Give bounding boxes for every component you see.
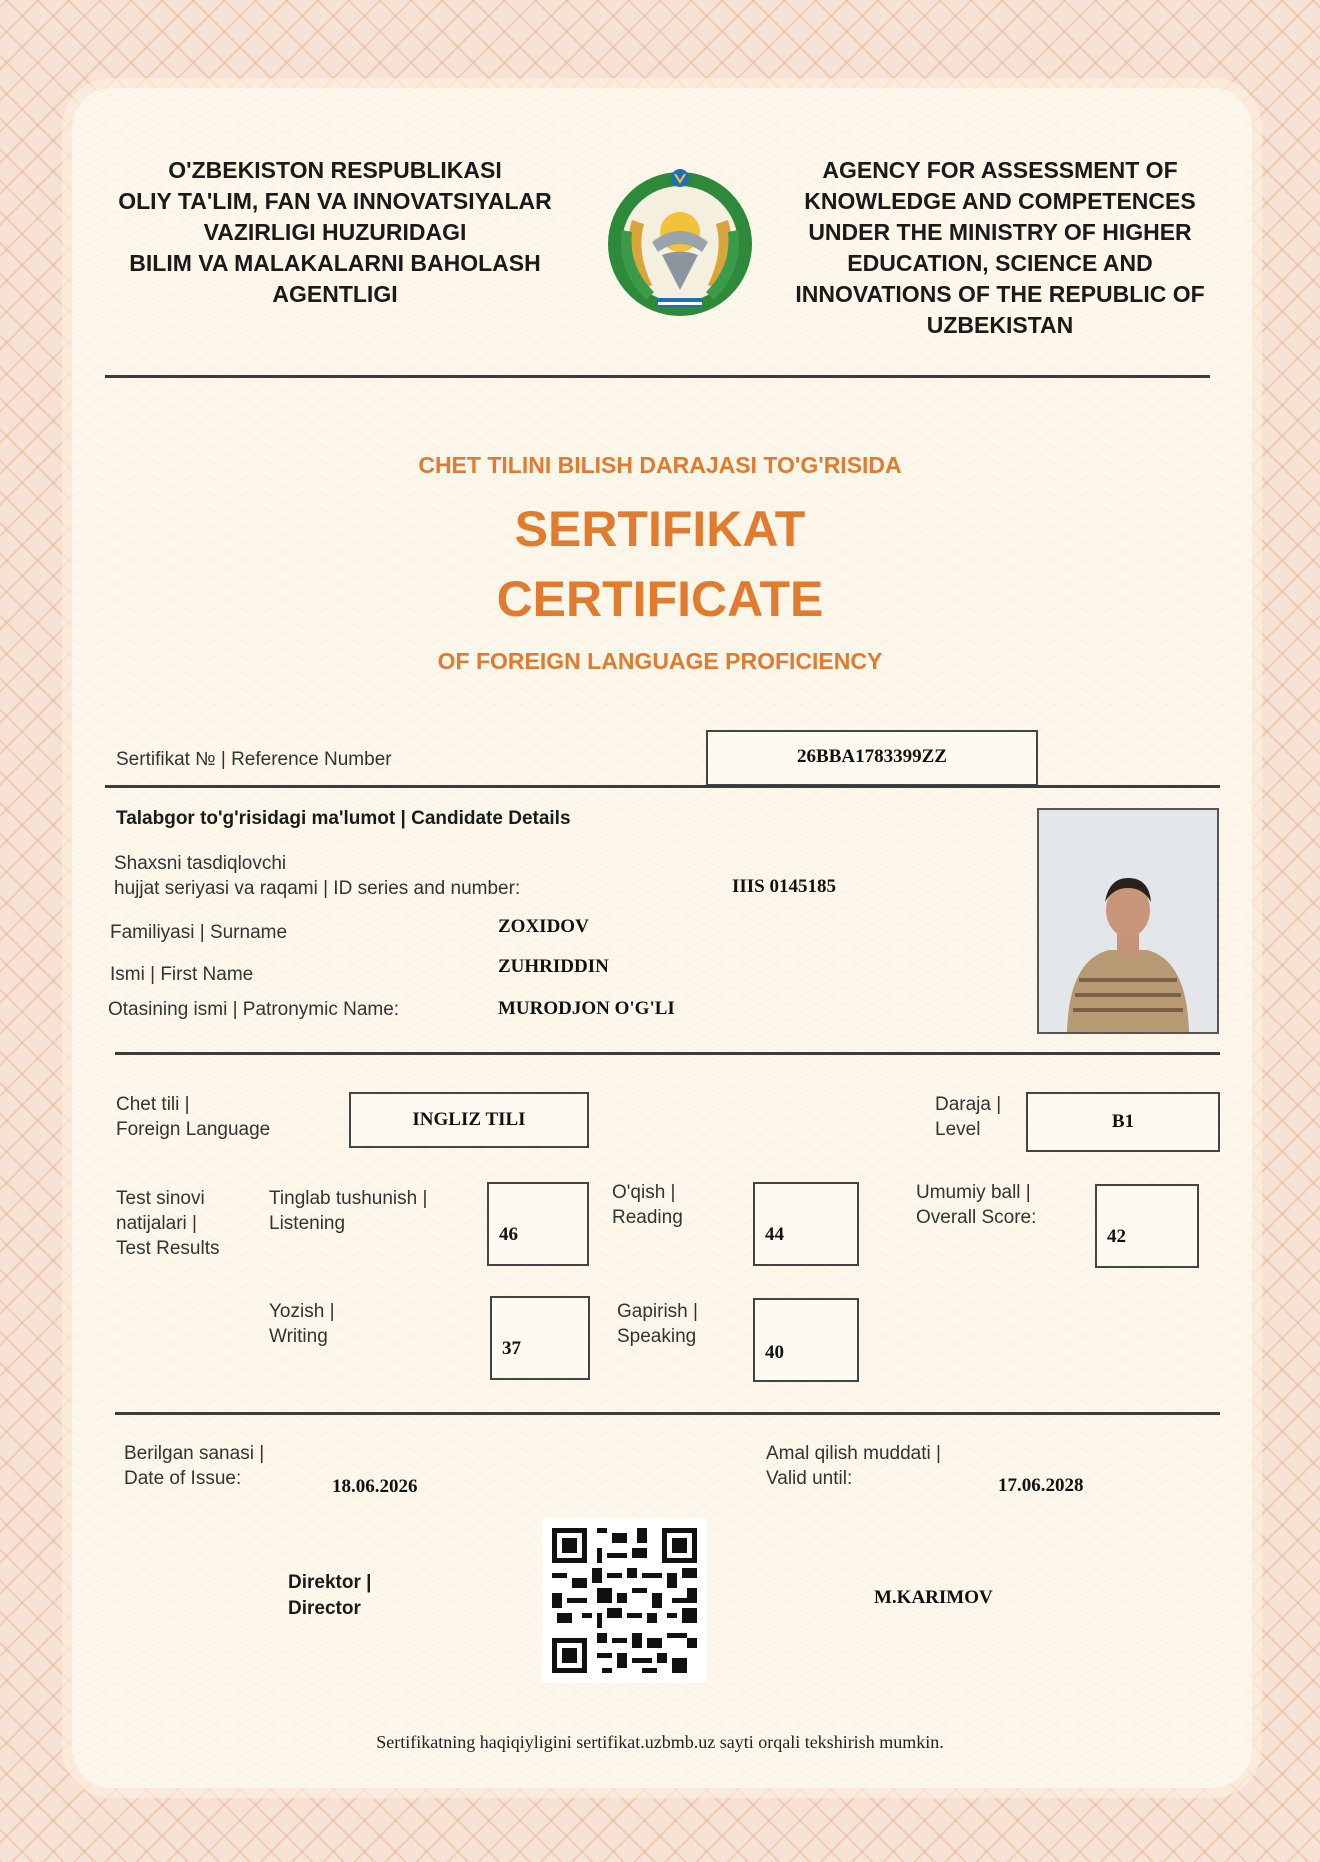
surname-value: ZOXIDOV — [498, 916, 589, 937]
results-label-line-1: Test sinovi — [116, 1188, 205, 1209]
listening-score: 46 — [499, 1224, 518, 1245]
surname-label: Familiyasi | Surname — [110, 922, 288, 943]
title-main-uz: SERTIFIKAT — [514, 501, 806, 557]
speaking-label-line-1: Gapirish | — [617, 1301, 698, 1322]
overall-score-box — [1095, 1184, 1199, 1268]
candidate-divider — [115, 1052, 1220, 1055]
uzbekistan-state-emblem-icon — [602, 160, 758, 324]
header-divider — [105, 375, 1210, 378]
header-left-line: VAZIRLIGI HUZURIDAGI — [203, 219, 467, 245]
reference-label: Sertifikat № | Reference Number — [116, 749, 392, 770]
language-label-line-2: Foreign Language — [116, 1119, 271, 1140]
candidate-heading: Talabgor to'g'risidagi ma'lumot | Candidate Details — [116, 808, 571, 829]
issue-label-line-2: Date of Issue: — [124, 1468, 242, 1489]
qr-code-icon — [542, 1518, 707, 1683]
title-pre: CHET TILINI BILISH DARAJASI TO'G'RISIDA — [418, 452, 902, 478]
director-label-line-2: Director — [288, 1598, 361, 1619]
reading-score: 44 — [765, 1224, 784, 1245]
director-label-line-1: Direktor | — [288, 1572, 372, 1593]
reading-label-line-2: Reading — [612, 1207, 683, 1228]
listening-label-line-2: Listening — [269, 1213, 346, 1234]
level-label-line-1: Daraja | — [935, 1094, 1002, 1115]
header-right-line: INNOVATIONS OF THE REPUBLIC OF — [795, 281, 1205, 307]
valid-label-line-1: Amal qilish muddati | — [766, 1443, 941, 1464]
header-left-line: BILIM VA MALAKALARNI BAHOLASH — [129, 250, 541, 276]
header-left-block — [85, 155, 585, 310]
id-label-line-1: Shaxsni tasdiqlovchi — [114, 853, 287, 874]
overall-label-line-1: Umumiy ball | — [916, 1182, 1031, 1203]
writing-label-line-2: Writing — [269, 1326, 328, 1347]
writing-label-line-1: Yozish | — [269, 1301, 335, 1322]
speaking-score-box — [753, 1298, 859, 1382]
results-label-line-3: Test Results — [116, 1238, 220, 1259]
reading-score-box — [753, 1182, 859, 1266]
title-sub: OF FOREIGN LANGUAGE PROFICIENCY — [437, 648, 883, 674]
writing-score-box — [490, 1296, 590, 1380]
level-label-line-2: Level — [935, 1119, 981, 1140]
reference-box — [706, 730, 1038, 786]
language-label-line-1: Chet tili | — [116, 1094, 190, 1115]
level-box — [1026, 1092, 1220, 1152]
header-left-line: AGENTLIGI — [272, 281, 398, 307]
header-right-line: AGENCY FOR ASSESSMENT OF — [822, 157, 1178, 183]
footer-note: Sertifikatning haqiqiyligini sertifikat.uzbmb.uz sayti orqali tekshirish mumkin. — [376, 1732, 944, 1752]
director-name: M.KARIMOV — [874, 1587, 993, 1608]
overall-score: 42 — [1107, 1226, 1126, 1247]
valid-date: 17.06.2028 — [998, 1475, 1084, 1496]
header-right-line: EDUCATION, SCIENCE AND — [847, 250, 1153, 276]
header-right-line: UZBEKISTAN — [926, 312, 1074, 338]
id-label-line-2: hujjat seriyasi va raqami | ID series and number: — [114, 878, 521, 899]
speaking-label-line-2: Speaking — [617, 1326, 697, 1347]
writing-score: 37 — [502, 1338, 521, 1359]
listening-score-box — [487, 1182, 589, 1266]
issue-date: 18.06.2026 — [332, 1476, 418, 1497]
results-label-line-2: natijalari | — [116, 1213, 197, 1234]
language-value: INGLIZ TILI — [412, 1109, 526, 1130]
header-left-line: O'ZBEKISTON RESPUBLIKASI — [168, 157, 502, 183]
speaking-score: 40 — [765, 1342, 784, 1363]
title-main-en: CERTIFICATE — [496, 571, 824, 627]
language-box — [349, 1092, 589, 1148]
reading-label-line-1: O'qish | — [612, 1182, 676, 1203]
level-value: B1 — [1111, 1111, 1135, 1132]
firstname-label: Ismi | First Name — [110, 964, 254, 985]
patronymic-value: MURODJON O'G'LI — [498, 998, 675, 1019]
issue-label-line-1: Berilgan sanasi | — [124, 1443, 265, 1464]
header-right-line: UNDER THE MINISTRY OF HIGHER — [808, 219, 1192, 245]
overall-label-line-2: Overall Score: — [916, 1207, 1037, 1228]
patronymic-label: Otasining ismi | Patronymic Name: — [108, 999, 400, 1020]
valid-label-line-2: Valid until: — [766, 1468, 853, 1489]
header-left-line: OLIY TA'LIM, FAN VA INNOVATSIYALAR — [118, 188, 552, 214]
header-right-block — [770, 155, 1230, 341]
reference-divider — [105, 785, 1220, 788]
listening-label-line-1: Tinglab tushunish | — [269, 1188, 428, 1209]
id-value: IIIS 0145185 — [732, 876, 836, 897]
results-divider — [115, 1412, 1220, 1415]
header-right-line: KNOWLEDGE AND COMPETENCES — [804, 188, 1196, 214]
firstname-value: ZUHRIDDIN — [498, 956, 609, 977]
candidate-photo — [1037, 808, 1219, 1034]
reference-value: 26BBA1783399ZZ — [797, 746, 947, 767]
